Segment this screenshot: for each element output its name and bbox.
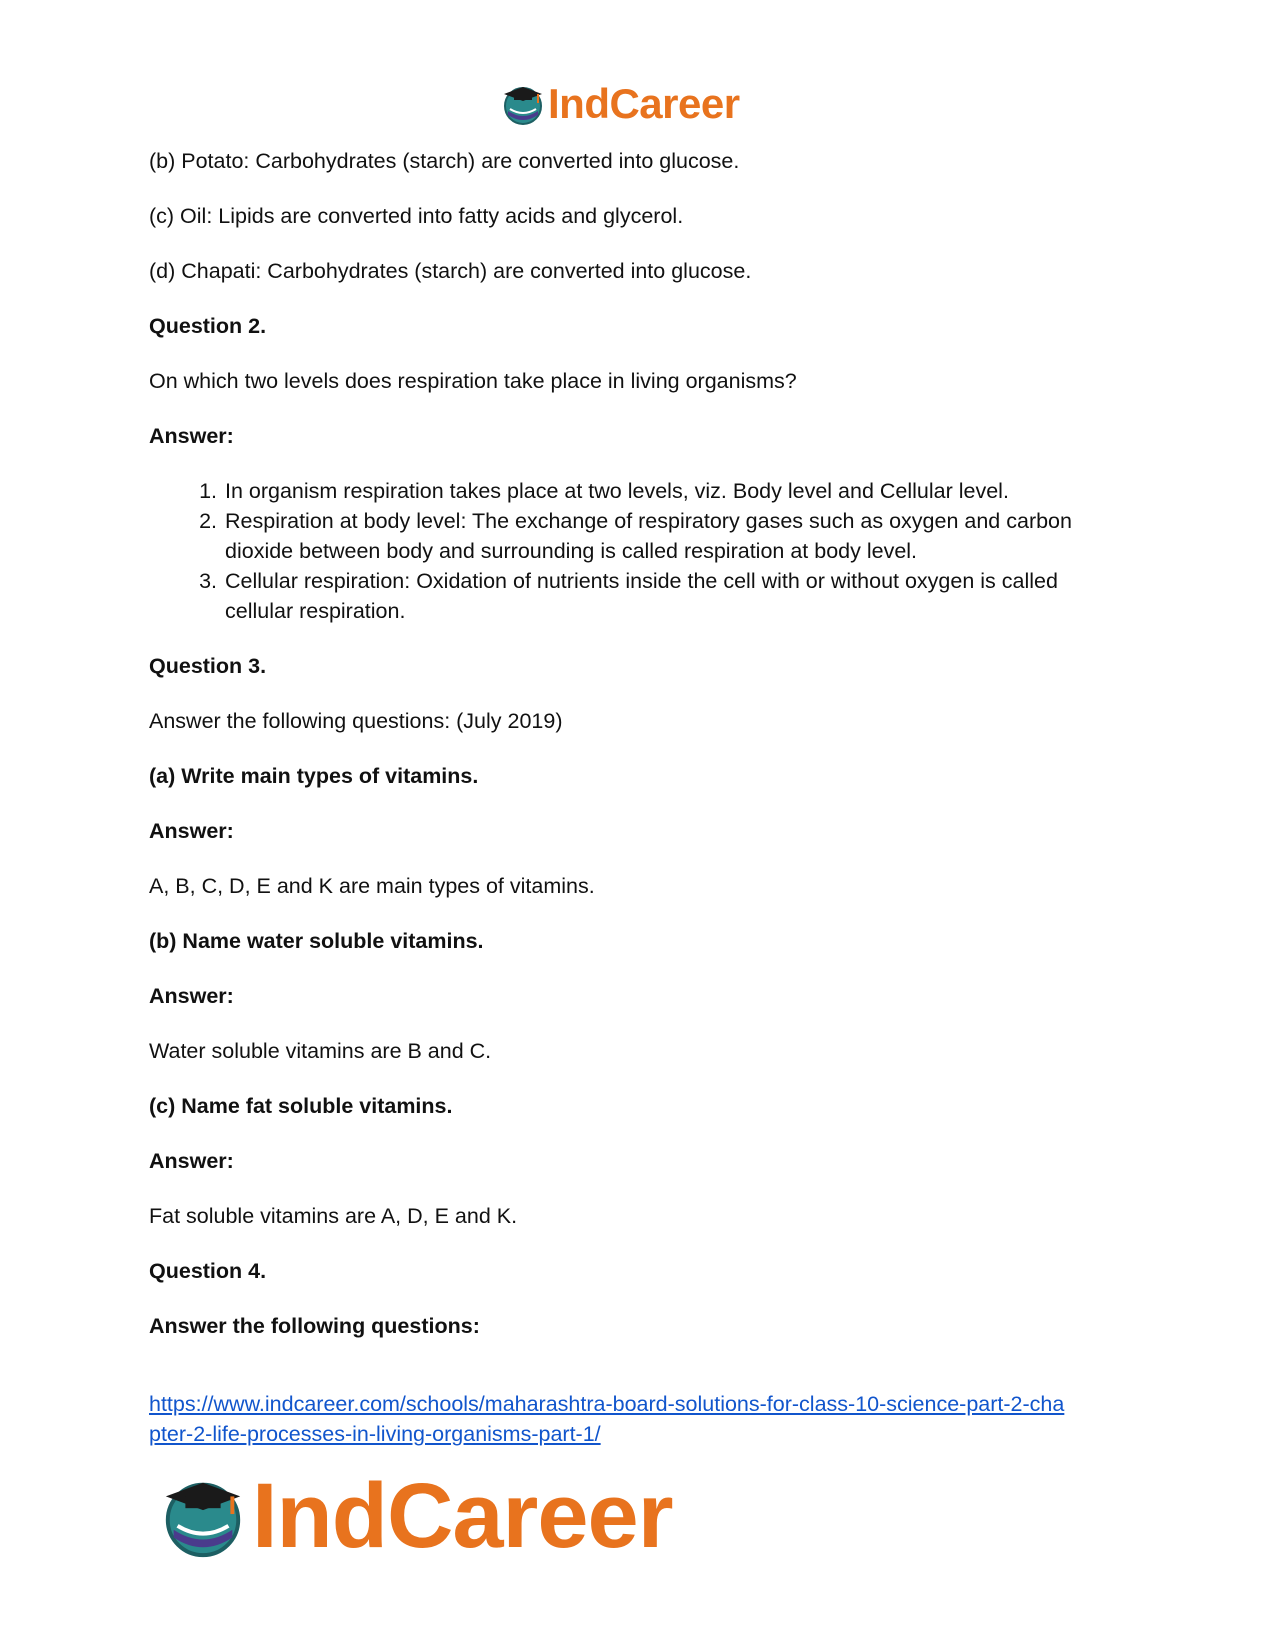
answer-text: A, B, C, D, E and K are main types of vitamins. [149,874,595,898]
question-2-heading: Question 2. [149,314,267,338]
graduation-globe-icon [158,1471,248,1561]
list-item: 2. Respiration at body level: The exchange of respiratory gases such as oxygen and carbon dioxide between body and surrounding is called respiration at body level. [223,506,1129,566]
document-body [149,146,1129,1366]
header-logo [500,80,740,128]
paragraph: (b) Potato: Carbohydrates (starch) are converted into glucose. [149,149,740,173]
answer-label: Answer: [149,1149,234,1173]
question-3-heading: Question 3. [149,654,267,678]
answer-text: Water soluble vitamins are B and C. [149,1039,492,1063]
question-3-text: Answer the following questions: (July 2019) [149,709,563,733]
list-item: 1. In organism respiration takes place at two levels, viz. Body level and Cellular level. [223,476,1129,506]
paragraph: (c) Oil: Lipids are converted into fatty acids and glycerol. [149,204,684,228]
list-item: 3. Cellular respiration: Oxidation of nutrients inside the cell with or without oxygen is called cellular respiration. [223,566,1129,626]
sub-question-c: (c) Name fat soluble vitamins. [149,1094,453,1118]
footer-link-block [149,1389,1149,1449]
sub-question-a: (a) Write main types of vitamins. [149,764,479,788]
answer-text: Fat soluble vitamins are A, D, E and K. [149,1204,518,1228]
logo-text: IndCareer [548,80,740,127]
answer-label: Answer: [149,984,234,1008]
graduation-globe-icon [500,81,546,127]
answer-list [149,476,1129,626]
answer-label: Answer: [149,819,234,843]
answer-label: Answer: [149,424,234,448]
source-link[interactable] [149,1392,1064,1446]
paragraph: (d) Chapati: Carbohydrates (starch) are converted into glucose. [149,259,752,283]
question-4-heading: Question 4. [149,1259,267,1283]
footer-logo [158,1466,673,1566]
question-2-text: On which two levels does respiration take place in living organisms? [149,369,797,393]
sub-question-b: (b) Name water soluble vitamins. [149,929,484,953]
question-4-text: Answer the following questions: [149,1314,480,1338]
source-link-line-2: pter-2-life-processes-in-living-organisms-part-1/ [149,1422,601,1446]
logo-text: IndCareer [252,1464,673,1567]
source-link-line-1: https://www.indcareer.com/schools/maharashtra-board-solutions-for-class-10-science-part-2-cha [149,1392,1065,1416]
